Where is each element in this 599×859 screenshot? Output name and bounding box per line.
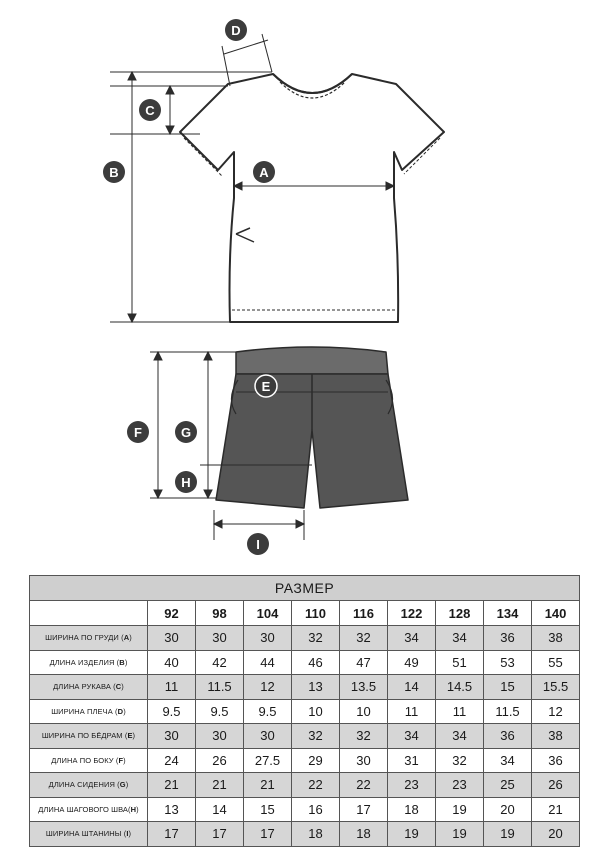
size-table-body xyxy=(30,626,580,847)
measurement-code: H xyxy=(130,804,137,814)
measurement-code: B xyxy=(119,657,125,667)
svg-text:I: I xyxy=(256,537,260,552)
measurement-value: 36 xyxy=(532,748,580,773)
measurement-value: 31 xyxy=(388,748,436,773)
measurement-value: 34 xyxy=(484,748,532,773)
size-table-title: РАЗМЕР xyxy=(30,576,580,601)
size-col-122: 122 xyxy=(388,601,436,626)
measurement-value: 12 xyxy=(244,675,292,700)
measurement-value: 36 xyxy=(484,724,532,749)
measurement-value: 19 xyxy=(436,822,484,847)
shorts-illustration xyxy=(216,347,408,508)
measurement-label xyxy=(30,822,148,847)
measurement-code: D xyxy=(117,706,124,716)
measurement-value: 11 xyxy=(388,699,436,724)
measurement-row xyxy=(30,748,580,773)
measurement-value: 14.5 xyxy=(436,675,484,700)
measurement-label xyxy=(30,797,148,822)
measurement-code-close: ) xyxy=(125,780,129,790)
measurement-value: 22 xyxy=(292,773,340,798)
measurement-name: ДЛИНА ИЗДЕЛИЯ ( xyxy=(49,657,120,667)
measurement-value: 53 xyxy=(484,650,532,675)
measurement-value: 38 xyxy=(532,626,580,651)
measurement-row xyxy=(30,699,580,724)
badge-f xyxy=(127,421,149,443)
size-col-98: 98 xyxy=(196,601,244,626)
svg-text:E: E xyxy=(261,379,271,394)
measurement-value: 30 xyxy=(196,724,244,749)
measurement-value: 13 xyxy=(148,797,196,822)
measurement-code-close: ) xyxy=(128,829,132,839)
measurement-value: 30 xyxy=(196,626,244,651)
measurement-name: ШИРИНА ПО ГРУДИ ( xyxy=(45,633,124,643)
badge-i xyxy=(247,533,269,555)
measurement-value: 30 xyxy=(244,724,292,749)
measurement-value: 25 xyxy=(484,773,532,798)
measurement-value: 11.5 xyxy=(196,675,244,700)
measurement-code-close: ) xyxy=(129,633,132,643)
measurement-label xyxy=(30,699,148,724)
measurement-value: 11 xyxy=(148,675,196,700)
measurement-value: 10 xyxy=(292,699,340,724)
size-chart-table xyxy=(29,575,580,847)
measurement-value: 26 xyxy=(532,773,580,798)
measurement-code-close: ) xyxy=(123,706,126,716)
measurement-value: 30 xyxy=(148,724,196,749)
measurement-value: 46 xyxy=(292,650,340,675)
size-col-140: 140 xyxy=(532,601,580,626)
corner-cell xyxy=(30,601,148,626)
svg-text:B: B xyxy=(109,165,119,180)
size-col-92: 92 xyxy=(148,601,196,626)
badge-a xyxy=(253,161,275,183)
measurement-label xyxy=(30,675,148,700)
measurement-value: 16 xyxy=(292,797,340,822)
measurement-value: 23 xyxy=(436,773,484,798)
badge-b xyxy=(103,161,125,183)
size-col-128: 128 xyxy=(436,601,484,626)
measurement-value: 49 xyxy=(388,650,436,675)
measurement-code-close: ) xyxy=(132,731,136,741)
measurement-label xyxy=(30,650,148,675)
measurement-label xyxy=(30,724,148,749)
measurement-value: 20 xyxy=(484,797,532,822)
measurement-value: 34 xyxy=(436,724,484,749)
measurement-value: 19 xyxy=(388,822,436,847)
svg-text:H: H xyxy=(181,475,191,490)
badge-g xyxy=(175,421,197,443)
measurement-value: 34 xyxy=(388,724,436,749)
measurement-value: 34 xyxy=(388,626,436,651)
measurement-value: 32 xyxy=(292,626,340,651)
measurement-row xyxy=(30,626,580,651)
measurement-value: 18 xyxy=(388,797,436,822)
measurement-value: 23 xyxy=(388,773,436,798)
measurement-value: 9.5 xyxy=(148,699,196,724)
measurement-value: 9.5 xyxy=(196,699,244,724)
measurement-value: 30 xyxy=(148,626,196,651)
measurement-value: 19 xyxy=(484,822,532,847)
measurement-value: 24 xyxy=(148,748,196,773)
svg-text:G: G xyxy=(180,425,192,440)
measurement-code: I xyxy=(126,829,129,839)
measurement-name: ШИРИНА ШТАНИНЫ ( xyxy=(45,829,127,839)
measurement-value: 18 xyxy=(340,822,388,847)
measurement-value: 47 xyxy=(340,650,388,675)
svg-text:C: C xyxy=(145,103,155,118)
measurement-label xyxy=(30,626,148,651)
badge-d xyxy=(225,19,247,41)
measurement-value: 15.5 xyxy=(532,675,580,700)
measurement-code: A xyxy=(123,633,130,643)
measurement-value: 12 xyxy=(532,699,580,724)
measurement-value: 32 xyxy=(340,724,388,749)
measurement-code-close: ) xyxy=(121,682,124,692)
measurement-value: 11 xyxy=(436,699,484,724)
measurement-value: 9.5 xyxy=(244,699,292,724)
measurement-code-close: ) xyxy=(136,804,139,814)
size-col-110: 110 xyxy=(292,601,340,626)
measurement-code-close: ) xyxy=(124,657,128,667)
badge-c xyxy=(139,99,161,121)
measurement-name: ДЛИНА ПО БОКУ ( xyxy=(51,755,119,765)
size-col-104: 104 xyxy=(244,601,292,626)
measurement-value: 17 xyxy=(148,822,196,847)
measurement-value: 27.5 xyxy=(244,748,292,773)
measurement-value: 32 xyxy=(436,748,484,773)
measurement-value: 14 xyxy=(388,675,436,700)
measurement-value: 51 xyxy=(436,650,484,675)
svg-text:F: F xyxy=(134,425,142,440)
measurement-value: 21 xyxy=(148,773,196,798)
measurement-value: 17 xyxy=(196,822,244,847)
measurement-label xyxy=(30,748,148,773)
measurement-row xyxy=(30,773,580,798)
measurement-value: 10 xyxy=(340,699,388,724)
measurement-value: 17 xyxy=(244,822,292,847)
measurement-value: 34 xyxy=(436,626,484,651)
measurement-row xyxy=(30,675,580,700)
size-col-134: 134 xyxy=(484,601,532,626)
measurement-name: ДЛИНА СИДЕНИЯ ( xyxy=(48,780,120,790)
measurement-value: 13 xyxy=(292,675,340,700)
svg-text:D: D xyxy=(231,23,241,38)
measurement-code: E xyxy=(127,731,133,741)
measurement-value: 13.5 xyxy=(340,675,388,700)
measurement-row xyxy=(30,822,580,847)
measurement-value: 38 xyxy=(532,724,580,749)
measurement-name: ДЛИНА РУКАВА ( xyxy=(53,682,116,692)
measurement-code: G xyxy=(119,780,126,790)
size-col-116: 116 xyxy=(340,601,388,626)
measurement-value: 40 xyxy=(148,650,196,675)
tshirt-illustration xyxy=(180,74,444,322)
measurement-value: 14 xyxy=(196,797,244,822)
measurement-name: ШИРИНА ПЛЕЧА ( xyxy=(51,706,118,716)
measurement-code: C xyxy=(115,682,122,692)
measurement-value: 21 xyxy=(244,773,292,798)
badge-e xyxy=(255,375,277,397)
measurement-value: 32 xyxy=(340,626,388,651)
measurement-value: 18 xyxy=(292,822,340,847)
measurement-value: 29 xyxy=(292,748,340,773)
measurement-value: 36 xyxy=(484,626,532,651)
measurement-value: 15 xyxy=(244,797,292,822)
measurement-value: 19 xyxy=(436,797,484,822)
measurement-value: 21 xyxy=(196,773,244,798)
measurement-value: 15 xyxy=(484,675,532,700)
measurement-name: ДЛИНА ШАГОВОГО ШВА( xyxy=(38,804,131,814)
measurement-value: 11.5 xyxy=(484,699,532,724)
measurement-value: 21 xyxy=(532,797,580,822)
measurement-value: 42 xyxy=(196,650,244,675)
measurement-code: F xyxy=(118,755,124,765)
measurement-value: 32 xyxy=(292,724,340,749)
measurement-value: 20 xyxy=(532,822,580,847)
measurement-row xyxy=(30,797,580,822)
measurement-value: 17 xyxy=(340,797,388,822)
measurement-value: 26 xyxy=(196,748,244,773)
measurement-value: 30 xyxy=(340,748,388,773)
svg-text:A: A xyxy=(259,165,269,180)
badge-h xyxy=(175,471,197,493)
measurement-row xyxy=(30,724,580,749)
measurement-value: 55 xyxy=(532,650,580,675)
measurement-value: 30 xyxy=(244,626,292,651)
size-header-row xyxy=(30,601,580,626)
measurement-value: 22 xyxy=(340,773,388,798)
measurement-label xyxy=(30,773,148,798)
measurement-name: ШИРИНА ПО БЁДРАМ ( xyxy=(41,731,128,741)
measurement-value: 44 xyxy=(244,650,292,675)
measurement-row xyxy=(30,650,580,675)
measurement-code-close: ) xyxy=(123,755,126,765)
